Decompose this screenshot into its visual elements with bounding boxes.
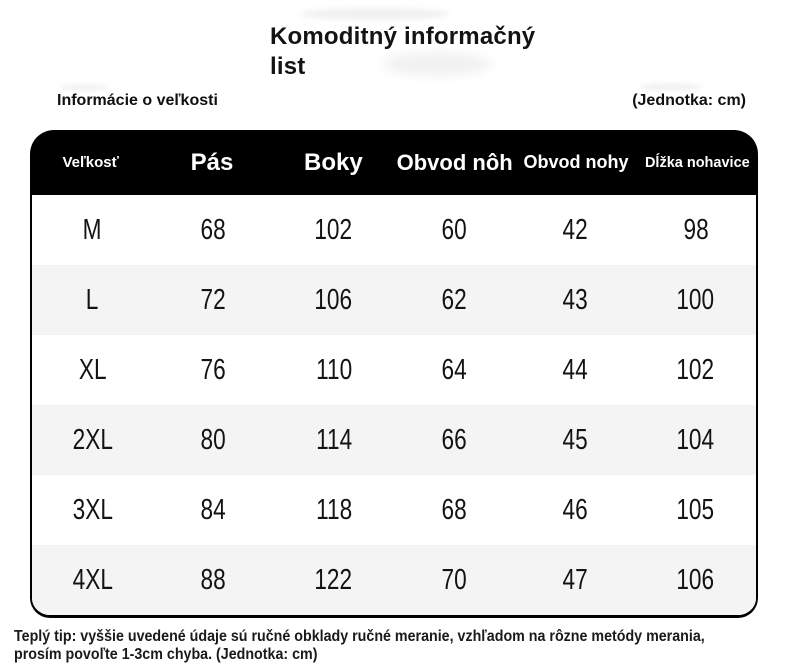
page-title: Komoditný informačný list xyxy=(270,23,536,80)
cell-value: 43 xyxy=(562,283,588,316)
table-header-row xyxy=(30,130,758,195)
cell-value: 110 xyxy=(315,353,352,386)
cell-value: 102 xyxy=(676,353,715,386)
cell-value: 114 xyxy=(315,423,352,456)
cell-value: 72 xyxy=(200,283,226,316)
cell-value: 102 xyxy=(314,213,353,246)
disclaimer-line-1: Teplý tip: vyššie uvedené údaje sú ručné obklady ručné meranie, vzhľadom na rôzne metódy merania, xyxy=(14,628,705,645)
cell-value: 45 xyxy=(562,423,588,456)
cell-value: 98 xyxy=(683,213,709,246)
ghost-artifact xyxy=(300,8,450,20)
size-info-label: Informácie o veľkosti xyxy=(57,92,218,109)
table-body xyxy=(30,195,758,618)
column-header-length: Dĺžka nohavice xyxy=(644,154,750,171)
size-table xyxy=(30,130,758,618)
table-row xyxy=(32,545,756,615)
cell-value: 100 xyxy=(676,283,715,316)
cell-value: 46 xyxy=(562,493,588,526)
cell-value: 68 xyxy=(441,493,467,526)
column-header-thigh: Obvod nohy xyxy=(523,152,629,172)
cell-value: 42 xyxy=(562,213,588,246)
cell-value: 80 xyxy=(200,423,226,456)
table-row xyxy=(32,405,756,475)
cell-value: 106 xyxy=(314,283,353,316)
table-row xyxy=(32,195,756,265)
cell-value: 122 xyxy=(314,563,353,596)
cell-value: 68 xyxy=(200,213,226,246)
cell-size: M xyxy=(82,213,102,246)
cell-value: 105 xyxy=(676,493,715,526)
cell-value: 70 xyxy=(441,563,467,596)
cell-value: 47 xyxy=(562,563,588,596)
column-header-leg-opening: Obvod nôh xyxy=(396,149,513,175)
cell-size: 3XL xyxy=(72,493,113,526)
cell-size: L xyxy=(86,283,99,316)
cell-size: 4XL xyxy=(72,563,113,596)
ghost-artifact xyxy=(60,84,108,91)
cell-value: 60 xyxy=(441,213,467,246)
cell-value: 62 xyxy=(441,283,467,316)
cell-value: 64 xyxy=(441,353,467,386)
cell-value: 106 xyxy=(676,563,715,596)
table-row xyxy=(32,265,756,335)
table-row xyxy=(32,335,756,405)
cell-value: 44 xyxy=(562,353,588,386)
cell-value: 88 xyxy=(200,563,226,596)
column-header-waist: Pás xyxy=(190,148,234,176)
unit-label: (Jednotka: cm) xyxy=(632,92,746,109)
cell-value: 76 xyxy=(200,353,226,386)
cell-value: 84 xyxy=(200,493,226,526)
column-header-size: Veľkosť xyxy=(62,154,119,171)
disclaimer-line-2: prosím povoľte 1-3cm chyba. (Jednotka: cm) xyxy=(14,645,318,663)
cell-value: 118 xyxy=(315,493,352,526)
disclaimer-note xyxy=(14,628,790,663)
ghost-artifact xyxy=(640,83,702,91)
table-row xyxy=(32,475,756,545)
cell-value: 104 xyxy=(676,423,715,456)
cell-value: 66 xyxy=(441,423,467,456)
cell-size: XL xyxy=(78,353,107,386)
column-header-hips: Boky xyxy=(303,148,363,176)
cell-size: 2XL xyxy=(72,423,113,456)
